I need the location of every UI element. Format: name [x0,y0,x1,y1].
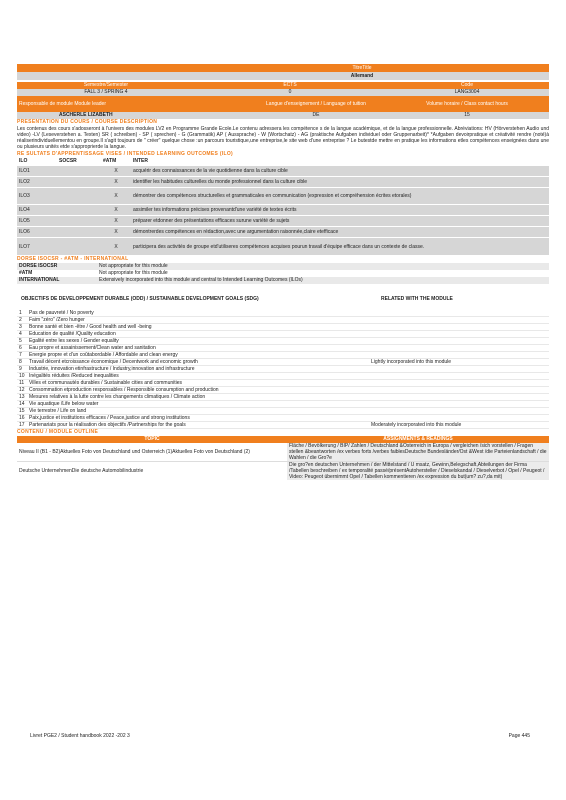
sdg-goal: Villes et communautés durables / Sustainable cities and communities [29,380,183,387]
table-row [17,401,549,408]
dorse-label: INTERNATIONAL [19,277,60,284]
sdg-number: 2 [19,317,22,324]
sdg-goal: Mesures relatives à la lutte contre les changements climatiques / Climate action [29,394,206,401]
title-label-row [17,64,549,72]
hours-label: Volume horaire / Class contact hours [426,101,508,107]
ilo-id: ILO4 [19,207,30,214]
sdg-goal: Pas de pauvreté / No poverty [29,310,94,317]
table-row [17,317,549,324]
sdg-relation [369,415,549,421]
table-row [17,415,549,422]
ilo-text: identifier les habitudes culturelles du monde professionnel dans la culture cible [133,179,307,186]
sdg-relation [369,373,549,379]
table-row [17,216,549,227]
ilo-text: participera des activités de groupe etd'utiliseres compétences acquises pourun travail d'équipe efficace dans un contexte de classe. [133,243,425,250]
table-row [17,205,549,216]
sdg-relation: Lightly incorporated into this module [371,359,452,366]
code-value: LANG3004 [454,89,480,95]
page-footer [30,733,530,739]
table-row [17,345,549,352]
table-row [17,352,549,359]
sdg-goal: Vie aquatique /Life below water [29,401,99,408]
dorse-text: Not appropriate for this module [99,270,168,277]
sdg-number: 5 [19,338,22,345]
sdg-goal: Éducation de qualité /Quality education [29,331,116,338]
sdg-number: 6 [19,345,22,352]
sdg-goal: Partenariats pour la réalisation des objectifs /Partnerships for the goals [29,422,186,429]
semester-value: FALL 3 / SPRING 4 [84,89,128,95]
table-row [17,277,549,284]
ilo-id: ILO7 [19,243,30,250]
table-row [17,408,549,415]
ilo-id: ILO6 [19,229,30,236]
sdg-number: 17 [19,422,25,429]
table-row [17,166,549,177]
sdg-number: 1 [19,310,22,317]
sdg-goal: Vie terrestre / Life on land [29,408,87,415]
sdg-relation [369,310,549,316]
ects-label: ECTS [283,82,297,88]
content-assignment: Fläche / Bevölkerung / BIP/ Zahlen / Deutschland &Österreich in Europa / vergleichen /sich vorstellen / Fragen stellen &beantworten /ex verbes forts /verbes faiblesDeutsche Bundesländer/Ost &West /die Parteienlandschaft / die Wahlen / die Gro?e [287,443,549,461]
dorse-label: #ATM [19,270,33,277]
ilo-head-atm: #ATM [103,158,117,165]
sdg-goal: Énergie propre et d'un coûtabordable / Affordable and clean energy [29,352,178,359]
dorse-text: Extensively incorporated into this module and central to Intended Learning Outcomes (ILOs) [99,277,303,284]
sdg-number: 8 [19,359,22,366]
hours-value: 15 [464,112,470,118]
content-assignment: Die gro?en deutschen Unternehmen / der Mittelstand / U msatz, Gewinn,Belegschaft,Abteilungen der Firma /Tabellen beschreiben / ex temporalité passé/présentAutohersteller / Dieselskandal / Dieselverbot / Opel / Peugeot / Video: Peugeot übernimmt Opel / Tabellen kommentieren /ex expression du but(um? zu?,da mit) [287,462,549,480]
title-value: Allemand [350,73,374,79]
table-row [17,366,549,373]
sdg-number: 11 [19,380,25,387]
sdg-goal: Inégalités réduites /Reduced inequalities [29,373,119,380]
sdg-relation [369,408,549,414]
ilo-text: démontrerdes compétences en rédaction,avec une argumentation raisonnée,claire etefficace [133,229,339,236]
ilo-mark: X [114,229,118,236]
sdg-number: 7 [19,352,22,359]
presentation-text: Les contenus des cours s'adosseront à l'univers des modules LV2 en Programme Grande Ecole.Le contenu adressera les compétence s de la langue académique, et de la langue professionnelle. Abréviations: HV (Hörverstehen Audio und video) -LV (Leseverstehen a. Texten) SR ( schreiben) - SP ( sprechen) - G (Grammatik) AP ( Aussprache) - W (Wortschatz) - AG (praktische Aufgaben individuel oder Gruppenarbeit)* *Aufgaben devoirpratique et créativité rendre (noté)à réaliserindividuellementou en groupe.Il s'agit toujours de " créer" quelque chose :un parcours touristique,une entreprise,le site web d'une entreprise ? Le butestde mettre en pratique les informations etles compétences enseignées dans une ou plusieurs unités etde s'approprierde la langue. [17,126,549,151]
table-row [17,462,549,480]
sdg-number: 12 [19,387,25,394]
sdg-relation [369,366,549,372]
sdg-goal: Industrie, innovation etinfrastructure / Industry,innovation and infrastructure [29,366,195,373]
ects-value: 0 [288,89,292,95]
sdg-goal: Faim "zéro" /Zero hunger [29,317,85,324]
staff-value-row [17,112,549,119]
content-topic: Niveau II (B1 - B2)Aktuelles Foto von Deutschland und Österreich (1)Aktuelles Foto von Deutschland (2) [19,449,250,456]
meta-label-row [17,82,549,89]
table-row [17,422,549,429]
sdg-goal: Égalité entre les sexes / Gender equality [29,338,119,345]
sdg-number: 13 [19,394,25,401]
ilo-mark: X [114,243,118,250]
presentation-title: PRESENTATION DU COURS / COURSE DESCRIPTION [17,119,158,125]
responsible-label: Responsable de module Module leader [19,101,107,107]
table-row [17,238,549,256]
table-row [17,188,549,205]
sdg-number: 15 [19,408,25,415]
table-row [17,443,549,462]
sdg-number: 4 [19,331,22,338]
sdg-number: 3 [19,324,22,331]
semester-label: Semestre/Semester [83,82,129,88]
sdg-header [17,296,549,310]
table-row [17,227,549,238]
content-topic: Deutsche UnternehmenDie deutsche Automobilindustrie [19,468,144,475]
table-row [17,177,549,188]
ilo-text: préparer etdonner des présentations efficaces surune variété de sujets [133,218,290,225]
ilo-text: acquérir des connaissances de la vie quotidienne dans la culture cible [133,168,288,175]
content-title: CONTENU / MODULE OUTLINE [17,429,99,436]
assignments-label: ASSIGNMENTS & READINGS [383,436,453,443]
table-row [17,387,549,394]
sdg-relation [369,338,549,344]
sdg-related-title: RELATED WITH THE MODULE [381,296,453,303]
sdg-goal: Eau propre et assainissement/Clean water and sanitation [29,345,156,352]
sdg-relation [369,394,549,400]
ilo-title: RE SULTATS D'APPRENTISSAGE VISES / INTENDED LEARNING OUTCOMES (ILO) [17,151,234,158]
sdg-number: 14 [19,401,25,408]
ilo-head-id: ILO [19,158,28,165]
ilo-mark: X [114,207,118,214]
sdg-relation [369,345,549,351]
table-row [17,373,549,380]
ilo-id: ILO5 [19,218,30,225]
dorse-label: DORSE ISOCSR [19,263,58,270]
language-label: Langue d'enseignement / Language of tuition [266,101,366,107]
sdg-relation [369,401,549,407]
sdg-relation [369,380,549,386]
ilo-header [17,158,549,166]
footer-page-number: Page 445 [508,733,530,739]
title-label: TitreTitle [352,65,372,71]
sdg-number: 10 [19,373,25,380]
table-row [17,270,549,277]
sdg-goal: Paix,justice et institutions efficaces / Peace,justice and strong institutions [29,415,190,422]
responsible-value: ASCHERLE LIZABETH [59,112,113,118]
ilo-mark: X [114,193,118,200]
sdg-relation [369,317,549,323]
sdg-goal: Travail décent etcroissance économique / Decentwork and economic growth [29,359,198,366]
sdg-number: 9 [19,366,22,373]
table-row [17,331,549,338]
table-row [17,359,549,366]
footer-handbook: Livret PGE2 / Student handbook 2022 -202 3 [30,733,130,739]
ilo-head-socsr: SOCSR [59,158,77,165]
ilo-mark: X [114,179,118,186]
ilo-mark: X [114,168,118,175]
ilo-text: démontrer des compétences structurelles et grammaticales en communication (expression et compréhension écrites etorales) [133,193,412,200]
ilo-id: ILO3 [19,193,30,200]
table-row [17,324,549,331]
ilo-id: ILO1 [19,168,30,175]
table-row [17,380,549,387]
table-row [17,263,549,270]
module-sheet [17,64,549,480]
code-label: Code [461,82,473,88]
sdg-relation [369,352,549,358]
content-header [17,436,549,443]
sdg-relation [369,324,549,330]
table-row [17,394,549,401]
dorse-title: DORSE ISOCSR - #ATM - INTERNATIONAL [17,256,129,263]
sdg-goal: Bonne santé et bien -être / Good health and well -being [29,324,152,331]
table-row [17,338,549,345]
ilo-id: ILO2 [19,179,30,186]
dorse-text: Not appropriate for this module [99,263,168,270]
topic-label: TOPIC [144,436,160,443]
ilo-head-inter: INTER [133,158,148,165]
ilo-mark: X [114,218,118,225]
sdg-relation: Moderately incorporated into this module [371,422,462,429]
ilo-text: assimiler tes informations précises provenantd'une variété de textes écrits [133,207,297,214]
staff-label-row [17,96,549,112]
sdg-goal: Consommation etproduction responsables / Responsible consumption and production [29,387,219,394]
sdg-title: OBJECTIFS DE DEVELOPPEMENT DURABLE (ODD) / SUSTAINABLE DEVELOPMENT GOALS (SDG) [21,296,259,303]
language-value: DE [312,112,320,118]
title-value-row [17,72,549,80]
sdg-number: 16 [19,415,25,422]
meta-value-row [17,89,549,96]
sdg-relation [369,331,549,337]
table-row [17,310,549,317]
